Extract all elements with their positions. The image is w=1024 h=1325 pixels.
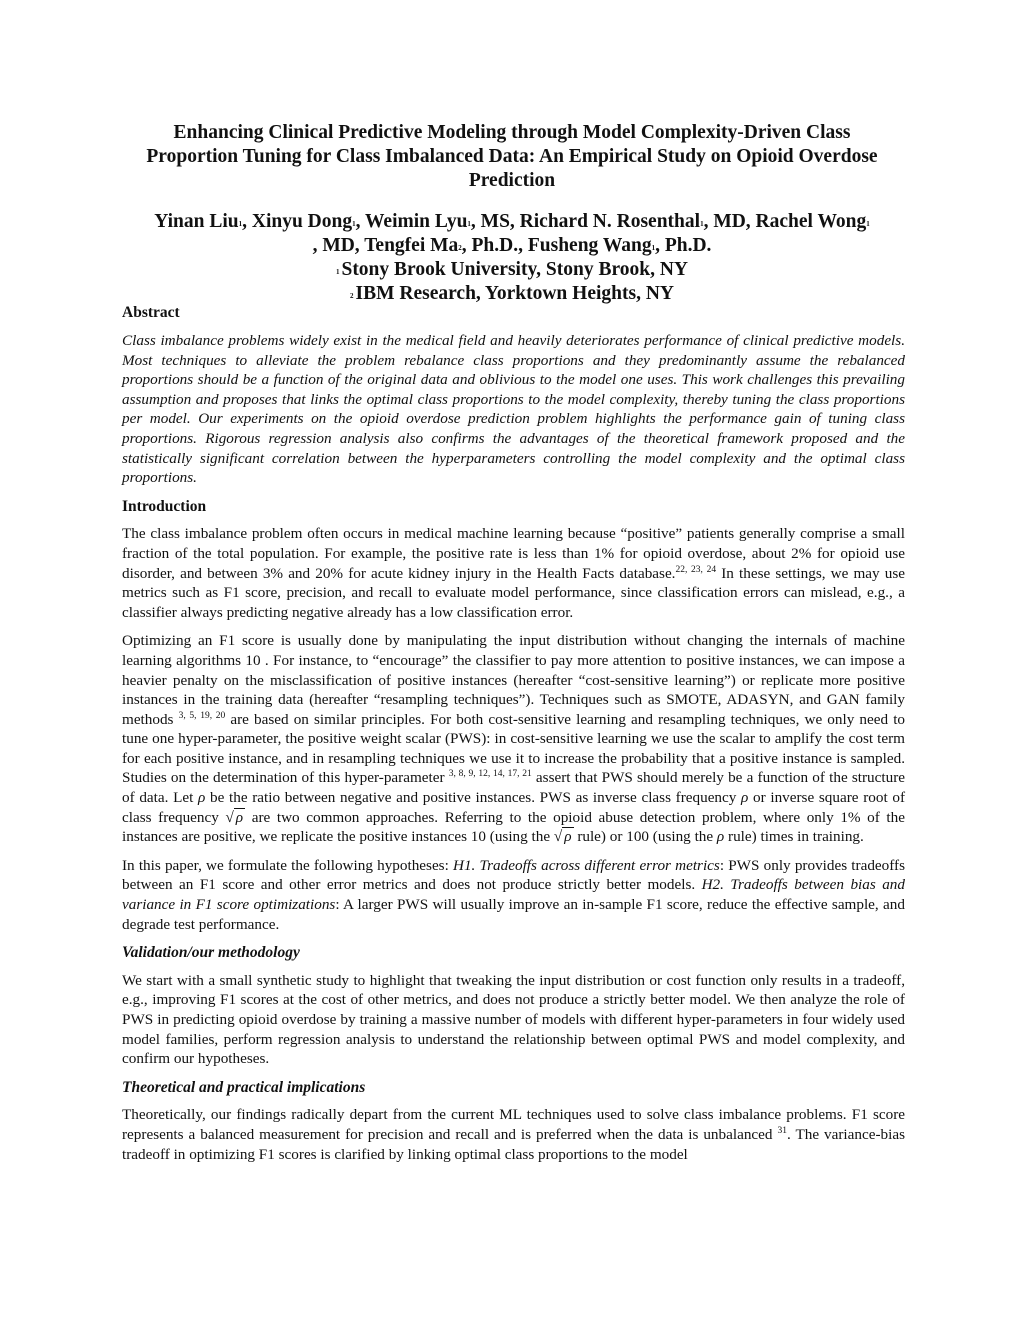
author-name: , Ph.D. <box>655 235 712 256</box>
rho-symbol: ρ <box>198 789 206 807</box>
title-line-1: Enhancing Clinical Predictive Modeling through Model Complexity-Driven Class <box>173 122 851 143</box>
citation: 31 <box>777 1125 787 1136</box>
implications-paragraph: Theoretically, our findings radically depart from the current ML techniques used to solve class imbalance problems. F1 score represents a balanced measurement for precision and recall and is preferred when the data is unbalanced $^{31}$. The variance-bias tradeoff in optimizing F1 scores is clarified by linking optimal class proportions to the model <box>122 1106 905 1163</box>
introduction-paragraph-3: In this paper, we formulate the following hypotheses: H1. Tradeoffs across different error metrics: PWS only provides tradeoffs between an F1 score and other error metrics and does not produce strictly better models. H2. Tradeoffs between bias and variance in F1 score optimizations: A larger PWS will usually improve an in-sample F1 score, reduce the effective sample, and degrade test performance. <box>122 856 905 933</box>
affiliation-marker: 1 <box>651 244 656 252</box>
introduction-paragraph-1: The class imbalance problem often occurs in medical machine learning because “positive” patients generally comprise a small fraction of the total population. For example, the positive rate is less than 1% for opioid overdose, about 2% for opioid use disorder, and between 3% and 20% for acute kidney injury in the Health Facts database.$^{22, 23, 24}$ In these settings, we may use metrics such as F1 score, precision, and recall to evaluate model performance, since classification errors can mislead, e.g., a classifier always predicting negative already has a low classification error. <box>122 525 905 621</box>
hypothesis-2: H2. Tradeoffs between bias and variance in F1 score optimizations <box>122 876 905 914</box>
validation-heading: Validation/our methodology <box>122 944 300 962</box>
author-name: , MD, Rachel Wong <box>703 211 867 232</box>
affiliation-1: $^1$ Stony Brook University, Stony Brook, NY <box>335 259 689 280</box>
sqrt-rho-formula: √ ρ <box>225 808 244 826</box>
citation: 3, 8, 9, 12, 14, 17, 21 <box>448 769 532 780</box>
affiliation-marker: 1 <box>467 220 471 228</box>
author-name: , Xinyu Dong <box>242 211 353 232</box>
title-line-2: Proportion Tuning for Class Imbalanced Data: An Empirical Study on Opioid Overdose <box>146 146 878 167</box>
hypothesis-1: H1. Tradeoffs across different error metrics <box>453 856 720 874</box>
abstract-text: Class imbalance problems widely exist in the medical field and heavily deteriorates performance of clinical predictive models. Most techniques to alleviate the problem rebalance class proportions and they predominantly assume the rebalanced proportions should be a function of the original data and oblivious to the model one uses. This work challenges this prevailing assumption and proposes that links the optimal class proportions to the model complexity, thereby tuning the class proportions per model. Our experiments on the opioid overdose prediction problem highlights the performance gain of tuning class proportions. Rigorous regression analysis also confirms the advantages of the theoretical framework proposed and the statistically significant correlation between the hyperparameters controlling the model complexity and the optimal class proportions. <box>122 332 905 487</box>
introduction-heading: Introduction <box>122 497 207 515</box>
sqrt-rho-formula: √ ρ <box>553 828 572 846</box>
affiliation-2: $^2$ IBM Research, Yorktown Heights, NY <box>350 283 674 304</box>
affiliation-marker: 1 <box>238 220 243 228</box>
author-name: , MD, Tengfei Ma <box>312 235 459 256</box>
author-name: , Weimin Lyu <box>355 211 468 232</box>
author-name: Yinan Liu <box>154 211 239 232</box>
validation-paragraph: We start with a small synthetic study to highlight that tweaking the input distribution or cost function only results in a tradeoff, e.g., improving F1 scores at the cost of other metrics, and does not produce a strictly better model. We then analyze the role of PWS in predicting opioid overdose by training a massive number of models with different hyper-parameters in four widely used model families, perform regression analysis to understand the relationship between optimal PWS and model complexity, and confirm our hypotheses. <box>122 971 905 1068</box>
citation: 22, 23, 24 <box>675 564 717 575</box>
rho-symbol: ρ <box>741 789 749 807</box>
title-line-3: Prediction <box>468 170 556 191</box>
citation: 3, 5, 19, 20 <box>178 710 226 721</box>
implications-heading: Theoretical and practical implications <box>122 1078 366 1096</box>
affiliation-marker: 2 <box>458 244 462 252</box>
affiliation-marker: 1 <box>700 220 704 228</box>
paper-title <box>110 121 914 193</box>
affiliation-marker: 2 <box>350 292 354 300</box>
author-name: , Ph.D., Fusheng Wang <box>461 235 652 256</box>
author-list <box>110 210 914 258</box>
abstract-heading: Abstract <box>122 304 180 321</box>
affiliation-marker: 1 <box>352 220 356 228</box>
affiliation-marker: 1 <box>866 220 870 228</box>
rho-symbol: ρ <box>716 828 725 846</box>
introduction-paragraph-2: Optimizing an F1 score is usually done by manipulating the input distribution without changing the internals of machine learning algorithms 10 . For instance, to “encourage” the classifier to pay more attention to positive instances, we can impose a heavier penalty on the misclassification of positive instances (hereafter “cost-sensitive learning”) or replicate more positive instances in the training data (hereafter “resampling techniques”). Techniques such as SMOTE, ADASYN, and GAN family methods $^{3, 5, 19, 20}$ are based on similar principles. For both cost-sensitive learning and resampling techniques, we only need to tune one hyper-parameter, the positive weight scalar (PWS): in cost-sensitive learning we use the scalar to amplify the cost term for each positive instance, and in resampling techniques we use it to increase the probability that a positive instance is sampled. Studies on the determination of this hyper-parameter $^{3, 8, 9, 12, 14, 17, 21}$ assert that PWS should merely be a function of the structure of data. Let ρ be the ratio between negative and positive instances. PWS as inverse class frequency ρ or inverse square root of class frequency √ ρ are two common approaches. Referring to the opioid abuse detection problem, where only 1% of the instances are positive, we replicate the positive instances 10 (using the √ ρ rule) or 100 (using the ρ rule) times in training. <box>122 632 906 846</box>
affiliation-marker: 1 <box>335 268 340 276</box>
paper-body <box>122 331 905 1173</box>
author-name: , MS, Richard N. Rosenthal <box>470 211 701 232</box>
